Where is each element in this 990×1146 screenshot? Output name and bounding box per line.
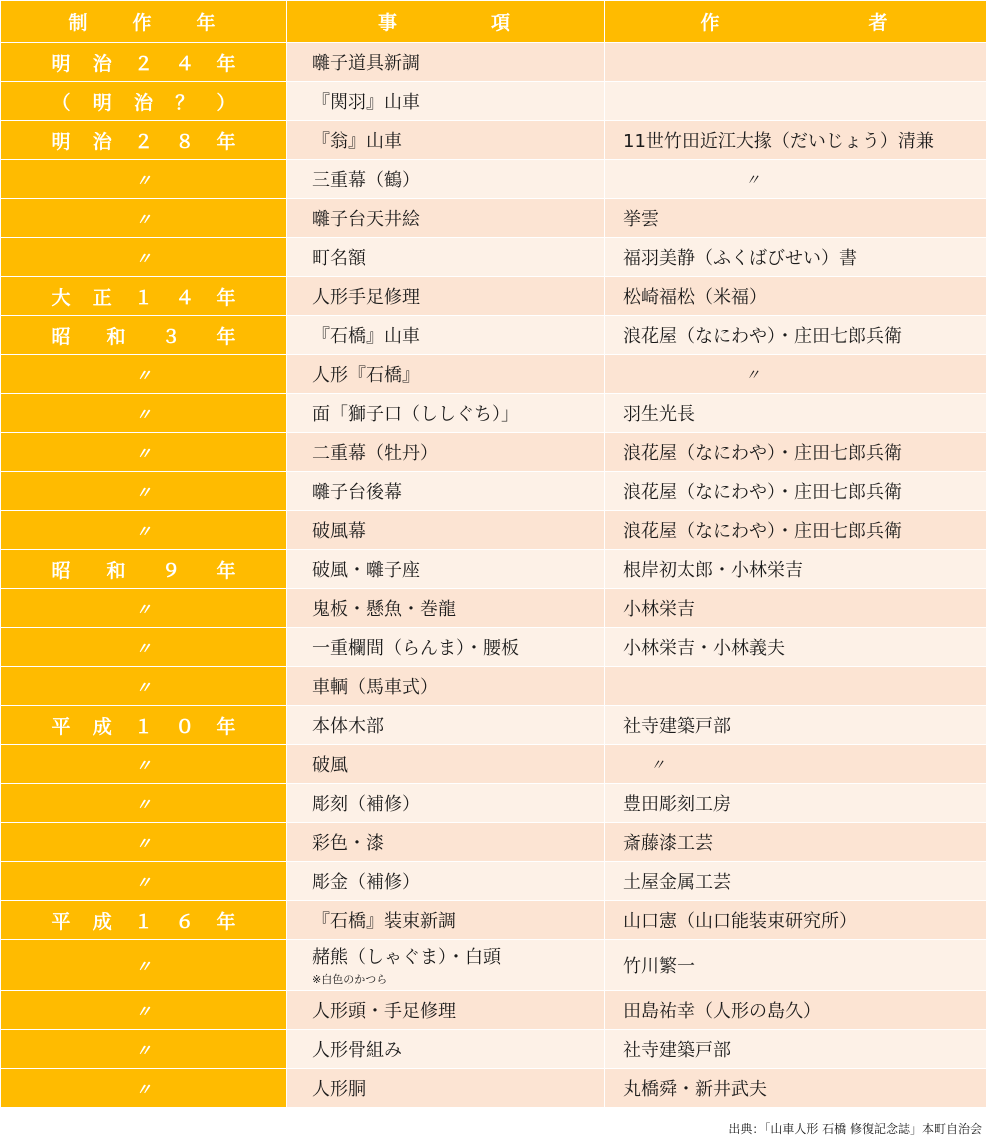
item-text: 車輌（馬車式） [312, 677, 438, 698]
item-cell [287, 43, 605, 82]
year-char: ３ [161, 325, 181, 348]
author-text: 丸橋舜・新井武夫 [623, 1079, 767, 1100]
table-row [1, 862, 987, 901]
year-char: ９ [161, 559, 181, 582]
item-text: 彫金（補修） [312, 872, 420, 893]
item-cell [287, 355, 605, 394]
year-char: 明 [51, 130, 71, 153]
year-char: 和 [106, 559, 126, 582]
ditto-mark: 〃 [135, 443, 152, 463]
header-char: 項 [490, 12, 513, 34]
author-cell [605, 991, 987, 1030]
item-cell [287, 1069, 605, 1108]
item-cell [287, 628, 605, 667]
author-cell [605, 667, 987, 706]
author-text: 浪花屋（なにわや）・庄田七郎兵衛 [623, 521, 902, 542]
table-row [1, 472, 987, 511]
item-text: 人形手足修理 [312, 287, 420, 308]
column-header-author [605, 1, 987, 43]
table-row [1, 550, 987, 589]
year-char: ４ [175, 286, 195, 309]
author-text: 根岸初太郎・小林栄吉 [623, 560, 803, 581]
year-char: 年 [216, 715, 236, 738]
author-cell [605, 160, 987, 199]
ditto-mark: 〃 [135, 956, 152, 976]
table-row [1, 238, 987, 277]
year-char: 昭 [51, 325, 71, 348]
item-text: 彩色・漆 [312, 833, 384, 854]
author-text: 小林栄吉 [623, 599, 695, 620]
year-cell [1, 433, 287, 472]
year-cell [1, 628, 287, 667]
ditto-mark: 〃 [135, 794, 152, 814]
item-cell [287, 121, 605, 160]
year-char: ０ [175, 715, 195, 738]
table-row [1, 823, 987, 862]
item-cell [287, 511, 605, 550]
ditto-mark: 〃 [135, 872, 152, 892]
year-char: 治 [133, 91, 153, 114]
year-char: １ [133, 910, 153, 933]
item-cell [287, 745, 605, 784]
ditto-mark: 〃 [135, 638, 152, 658]
year-cell [1, 784, 287, 823]
table-row [1, 628, 987, 667]
table-row [1, 1069, 987, 1108]
author-cell [605, 706, 987, 745]
item-cell [287, 784, 605, 823]
year-cell [1, 862, 287, 901]
author-text: 斎藤漆工芸 [623, 833, 713, 854]
item-cell [287, 199, 605, 238]
author-cell [605, 199, 987, 238]
ditto-mark: 〃 [135, 755, 152, 775]
year-char: 治 [92, 130, 112, 153]
author-text: 社寺建築戸部 [623, 716, 731, 737]
column-header-year [1, 1, 287, 43]
author-cell [605, 277, 987, 316]
author-cell [605, 511, 987, 550]
ditto-mark: 〃 [135, 248, 152, 268]
table-row [1, 901, 987, 940]
item-text: 鬼板・懸魚・巻龍 [312, 599, 456, 620]
author-cell [605, 784, 987, 823]
table-header [1, 1, 987, 43]
year-char: １ [133, 286, 153, 309]
item-text: 人形骨組み [312, 1040, 402, 1061]
ditto-mark: 〃 [135, 365, 152, 385]
year-char: 昭 [51, 559, 71, 582]
item-text: 面「獅子口（ししぐち）」 [312, 404, 519, 425]
year-cell [1, 472, 287, 511]
year-char: 和 [106, 325, 126, 348]
author-cell [605, 121, 987, 160]
author-cell [605, 238, 987, 277]
item-cell [287, 862, 605, 901]
author-cell [605, 472, 987, 511]
year-cell [1, 589, 287, 628]
author-text: 福羽美静（ふくばびせい）書 [623, 248, 857, 269]
year-char: （ [51, 91, 71, 114]
year-cell [1, 745, 287, 784]
author-cell [605, 355, 987, 394]
item-text: 囃子台後幕 [312, 482, 402, 503]
author-text: 11世竹田近江大掾（だいじょう）清兼 [623, 131, 934, 152]
ditto-mark: 〃 [135, 209, 152, 229]
table-row [1, 355, 987, 394]
author-cell [605, 745, 987, 784]
author-cell [605, 940, 987, 991]
author-cell [605, 1069, 987, 1108]
year-cell [1, 1069, 287, 1108]
header-char: 者 [868, 12, 891, 34]
author-text: 浪花屋（なにわや）・庄田七郎兵衛 [623, 326, 902, 347]
item-text: 彫刻（補修） [312, 794, 420, 815]
year-char: 年 [216, 130, 236, 153]
year-char: 治 [92, 52, 112, 75]
item-text: 人形『石橋』 [312, 365, 420, 386]
author-cell [605, 316, 987, 355]
ditto-mark: 〃 [135, 599, 152, 619]
year-char: ２ [133, 130, 153, 153]
item-text: 町名額 [312, 248, 366, 269]
year-cell [1, 667, 287, 706]
year-cell [1, 706, 287, 745]
ditto-mark: 〃 [135, 482, 152, 502]
table-row [1, 1030, 987, 1069]
header-char: 年 [196, 12, 219, 34]
year-cell [1, 199, 287, 238]
item-cell [287, 433, 605, 472]
table-row [1, 43, 987, 82]
table-row [1, 277, 987, 316]
table-row [1, 433, 987, 472]
year-cell [1, 511, 287, 550]
item-cell [287, 82, 605, 121]
item-text: 赭熊（しゃぐま）・白頭 [312, 947, 501, 968]
item-text: 破風幕 [312, 521, 366, 542]
item-cell [287, 472, 605, 511]
table-row [1, 511, 987, 550]
year-char: 明 [51, 52, 71, 75]
year-cell [1, 82, 287, 121]
table-row [1, 199, 987, 238]
author-text: 山口憲（山口能装束研究所） [623, 911, 857, 932]
year-cell [1, 823, 287, 862]
year-cell [1, 355, 287, 394]
year-cell [1, 1030, 287, 1069]
table-row [1, 160, 987, 199]
year-cell [1, 550, 287, 589]
ditto-mark: 〃 [745, 365, 761, 384]
header-char: 作 [700, 12, 723, 34]
author-text: 竹川繁一 [623, 956, 695, 977]
table-row [1, 784, 987, 823]
table-row [1, 394, 987, 433]
year-char: 年 [216, 286, 236, 309]
year-char: 年 [216, 52, 236, 75]
author-text: 挙雲 [623, 209, 659, 230]
author-text: 社寺建築戸部 [623, 1040, 731, 1061]
author-text: 浪花屋（なにわや）・庄田七郎兵衛 [623, 482, 902, 503]
table-row [1, 667, 987, 706]
author-text: 小林栄吉・小林義夫 [623, 638, 785, 659]
year-char: ） [216, 91, 236, 114]
item-cell [287, 901, 605, 940]
year-cell [1, 901, 287, 940]
item-cell [287, 238, 605, 277]
table-row [1, 82, 987, 121]
year-char: 成 [92, 715, 112, 738]
year-cell [1, 940, 287, 991]
table-row [1, 316, 987, 355]
year-char: １ [133, 715, 153, 738]
item-text: 三重幕（鶴） [312, 170, 420, 191]
item-cell [287, 589, 605, 628]
year-char: 年 [216, 559, 236, 582]
year-char: ４ [175, 52, 195, 75]
item-cell [287, 823, 605, 862]
author-text: 田島祐幸（人形の島久） [623, 1001, 821, 1022]
author-cell [605, 901, 987, 940]
author-cell [605, 1030, 987, 1069]
ditto-mark: 〃 [135, 404, 152, 424]
table-row [1, 706, 987, 745]
author-text: 土屋金属工芸 [623, 872, 731, 893]
author-text: 浪花屋（なにわや）・庄田七郎兵衛 [623, 443, 902, 464]
author-cell [605, 550, 987, 589]
table-row [1, 991, 987, 1030]
item-text: 人形胴 [312, 1079, 366, 1100]
item-text: 破風 [312, 755, 348, 776]
year-char: 平 [51, 910, 71, 933]
item-cell [287, 316, 605, 355]
author-cell [605, 589, 987, 628]
author-cell [605, 862, 987, 901]
item-text: 本体木部 [312, 716, 384, 737]
year-cell [1, 277, 287, 316]
ditto-mark: 〃 [745, 170, 761, 189]
header-row [1, 1, 987, 43]
author-text: 豊田彫刻工房 [623, 794, 731, 815]
item-text: 『石橋』装束新調 [312, 911, 456, 932]
item-text: 二重幕（牡丹） [312, 443, 438, 464]
year-char: ６ [175, 910, 195, 933]
column-header-item [287, 1, 605, 43]
ditto-mark: 〃 [135, 521, 152, 541]
table-row [1, 589, 987, 628]
year-cell [1, 991, 287, 1030]
year-cell [1, 394, 287, 433]
author-text: 松崎福松（米福） [623, 287, 767, 308]
ditto-mark: 〃 [650, 755, 666, 774]
item-text: 『石橋』山車 [312, 326, 420, 347]
year-char: 平 [51, 715, 71, 738]
item-text: 『翁』山車 [312, 131, 402, 152]
year-char: ８ [175, 130, 195, 153]
ditto-mark: 〃 [135, 833, 152, 853]
item-text: 囃子台天井絵 [312, 209, 420, 230]
year-char: 年 [216, 910, 236, 933]
ditto-mark: 〃 [135, 1001, 152, 1021]
year-cell [1, 43, 287, 82]
author-cell [605, 823, 987, 862]
header-char: 制 [68, 12, 91, 34]
author-cell [605, 433, 987, 472]
author-text: 羽生光長 [623, 404, 695, 425]
item-cell [287, 991, 605, 1030]
author-cell [605, 394, 987, 433]
year-cell [1, 160, 287, 199]
year-char: ２ [133, 52, 153, 75]
item-text: 『関羽』山車 [312, 92, 420, 113]
year-char: 大 [51, 286, 71, 309]
author-cell [605, 43, 987, 82]
item-text: 破風・囃子座 [312, 560, 420, 581]
author-cell [605, 82, 987, 121]
item-cell [287, 667, 605, 706]
item-text: 囃子道具新調 [312, 53, 420, 74]
ditto-mark: 〃 [135, 1079, 152, 1099]
item-cell [287, 1030, 605, 1069]
ditto-mark: 〃 [135, 677, 152, 697]
table-row [1, 745, 987, 784]
item-cell [287, 277, 605, 316]
item-cell [287, 550, 605, 589]
header-char: 作 [132, 12, 155, 34]
year-char: ？ [175, 91, 195, 114]
year-cell [1, 316, 287, 355]
item-text: 一重欄間（らんま）・腰板 [312, 638, 519, 659]
year-char: 明 [92, 91, 112, 114]
header-char: 事 [378, 12, 401, 34]
year-cell [1, 121, 287, 160]
author-cell [605, 628, 987, 667]
year-char: 正 [92, 286, 112, 309]
year-cell [1, 238, 287, 277]
table-body [1, 43, 987, 1108]
item-text: 人形頭・手足修理 [312, 1001, 456, 1022]
item-cell [287, 160, 605, 199]
ditto-mark: 〃 [135, 1040, 152, 1060]
item-cell [287, 706, 605, 745]
year-char: 年 [216, 325, 236, 348]
item-note: ※白色のかつら [312, 973, 388, 986]
item-cell [287, 394, 605, 433]
ditto-mark: 〃 [135, 170, 152, 190]
table-row [1, 121, 987, 160]
source-citation: 出典：「山車人形 石橋 修復記念誌」本町自治会 [728, 1122, 982, 1136]
table-row [1, 940, 987, 991]
year-char: 成 [92, 910, 112, 933]
item-cell [287, 940, 605, 991]
